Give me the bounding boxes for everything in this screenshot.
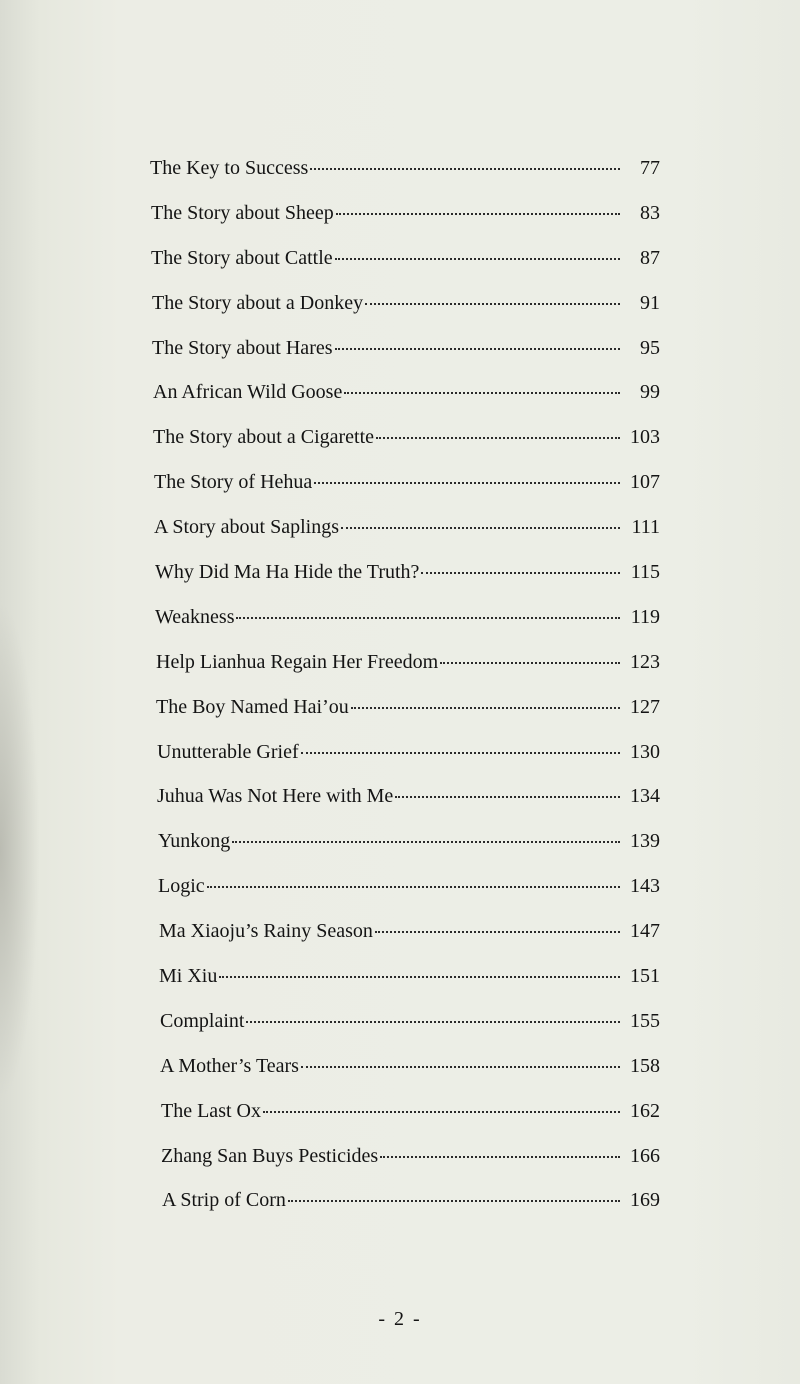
toc-dot-leader: [314, 482, 620, 484]
toc-entry-page: 127: [630, 695, 660, 718]
toc-entry-title: Logic: [158, 875, 205, 898]
toc-entry: [150, 290, 660, 335]
toc-entry-page: 143: [630, 875, 660, 898]
toc-entry-title: Juhua Was Not Here with Me: [157, 785, 394, 808]
toc-entry-page: 91: [640, 291, 660, 314]
toc-dot-leader: [344, 392, 620, 394]
toc-entry-title: The Key to Success: [150, 157, 309, 179]
toc-dot-leader: [288, 1200, 620, 1202]
toc-dot-leader: [351, 707, 620, 709]
toc-dot-leader: [395, 796, 620, 798]
toc-entry-page: 130: [630, 740, 660, 763]
toc-entry: [150, 245, 660, 290]
toc-dot-leader: [335, 348, 620, 350]
toc-entry-title: A Strip of Corn: [162, 1189, 286, 1212]
toc-dot-leader: [219, 976, 620, 978]
toc-dot-leader: [440, 662, 620, 664]
toc-entry-page: 111: [631, 516, 660, 539]
toc-entry: [150, 200, 660, 245]
toc-entry-page: 115: [630, 561, 660, 584]
toc-dot-leader: [375, 931, 620, 933]
toc-entry: [150, 1098, 660, 1143]
binding-shadow: [0, 600, 40, 1100]
toc-entry-page: 151: [630, 965, 660, 988]
toc-dot-leader: [207, 886, 620, 888]
toc-entry-title: The Story about Sheep: [151, 201, 334, 224]
toc-dot-leader: [365, 303, 620, 305]
toc-entry: [150, 1008, 660, 1053]
toc-dot-leader: [310, 168, 620, 170]
toc-dot-leader: [246, 1021, 620, 1023]
toc-entry-page: 134: [630, 785, 660, 808]
toc-entry-title: Complaint: [160, 1009, 245, 1032]
toc-entry-page: 123: [630, 650, 660, 673]
toc-dot-leader: [376, 437, 620, 439]
toc-entry: [150, 1187, 660, 1232]
toc-dot-leader: [301, 1066, 620, 1068]
toc-entry-page: 103: [630, 426, 660, 449]
toc-entry-page: 155: [630, 1009, 660, 1032]
toc-entry-title: The Story of Hehua: [154, 471, 313, 494]
toc-entry-title: Unutterable Grief: [157, 740, 299, 763]
page-number: - 2 -: [378, 1308, 422, 1330]
toc-entry: [150, 1143, 660, 1188]
toc-entry: [150, 1053, 660, 1098]
toc-entry-title: An African Wild Goose: [153, 381, 343, 404]
toc-dot-leader: [421, 572, 620, 574]
toc-entry-title: The Story about a Cigarette: [153, 426, 375, 449]
toc-entry: [150, 514, 660, 559]
toc-entry-page: 77: [640, 157, 660, 179]
toc-entry-title: Ma Xiaoju’s Rainy Season: [159, 920, 373, 943]
toc-entry-title: The Story about Hares: [152, 336, 333, 359]
toc-entry-page: 169: [630, 1189, 660, 1212]
toc-dot-leader: [341, 527, 620, 529]
toc-entry-page: 95: [640, 336, 660, 359]
toc-entry: [150, 604, 660, 649]
toc-entry: [150, 739, 660, 784]
toc-entry-page: 119: [630, 605, 660, 628]
toc-entry-page: 83: [640, 201, 660, 224]
toc-entry: [150, 649, 660, 694]
toc-entry: [150, 828, 660, 873]
toc-entry-title: The Last Ox: [161, 1099, 261, 1122]
toc-dot-leader: [236, 617, 620, 619]
toc-entry-page: 99: [640, 381, 660, 404]
toc-entry-title: The Story about a Donkey: [152, 291, 364, 314]
toc-entry: [150, 155, 660, 200]
toc-entry-page: 166: [630, 1144, 660, 1167]
toc-entry-page: 107: [630, 471, 660, 494]
toc-entry-title: The Story about Cattle: [151, 246, 333, 269]
toc-dot-leader: [336, 213, 620, 215]
toc-dot-leader: [380, 1156, 620, 1158]
toc-entry: [150, 424, 660, 469]
toc-entry: [150, 694, 660, 739]
toc-entry-page: 87: [640, 246, 660, 269]
toc-entry-title: Help Lianhua Regain Her Freedom: [156, 650, 439, 673]
toc-dot-leader: [335, 258, 620, 260]
toc-entry-title: Why Did Ma Ha Hide the Truth?: [155, 561, 420, 584]
toc-dot-leader: [263, 1111, 620, 1113]
toc-entry-title: Weakness: [155, 605, 235, 628]
toc-entry: [150, 873, 660, 918]
toc-entry: [150, 963, 660, 1008]
toc-entry: [150, 379, 660, 424]
toc-entry: [150, 335, 660, 380]
toc-entry-page: 158: [630, 1054, 660, 1077]
toc-entry-title: A Story about Saplings: [154, 516, 340, 539]
toc-entry: [150, 469, 660, 514]
toc-entry-title: Mi Xiu: [159, 965, 218, 988]
toc-entry: [150, 559, 660, 604]
toc-entry-page: 147: [630, 920, 660, 943]
toc-entry-title: Zhang San Buys Pesticides: [161, 1144, 379, 1167]
toc-entry-title: The Boy Named Hai’ou: [156, 695, 349, 718]
toc-entry-page: 139: [630, 830, 660, 853]
toc-entry-page: 162: [630, 1099, 660, 1122]
toc-entry-title: Yunkong: [158, 830, 231, 853]
toc-entry-title: A Mother’s Tears: [160, 1054, 299, 1077]
toc-entry: [150, 783, 660, 828]
toc-entry: [150, 918, 660, 963]
toc-dot-leader: [232, 841, 620, 843]
toc-dot-leader: [301, 752, 620, 754]
table-of-contents: [150, 155, 660, 1232]
